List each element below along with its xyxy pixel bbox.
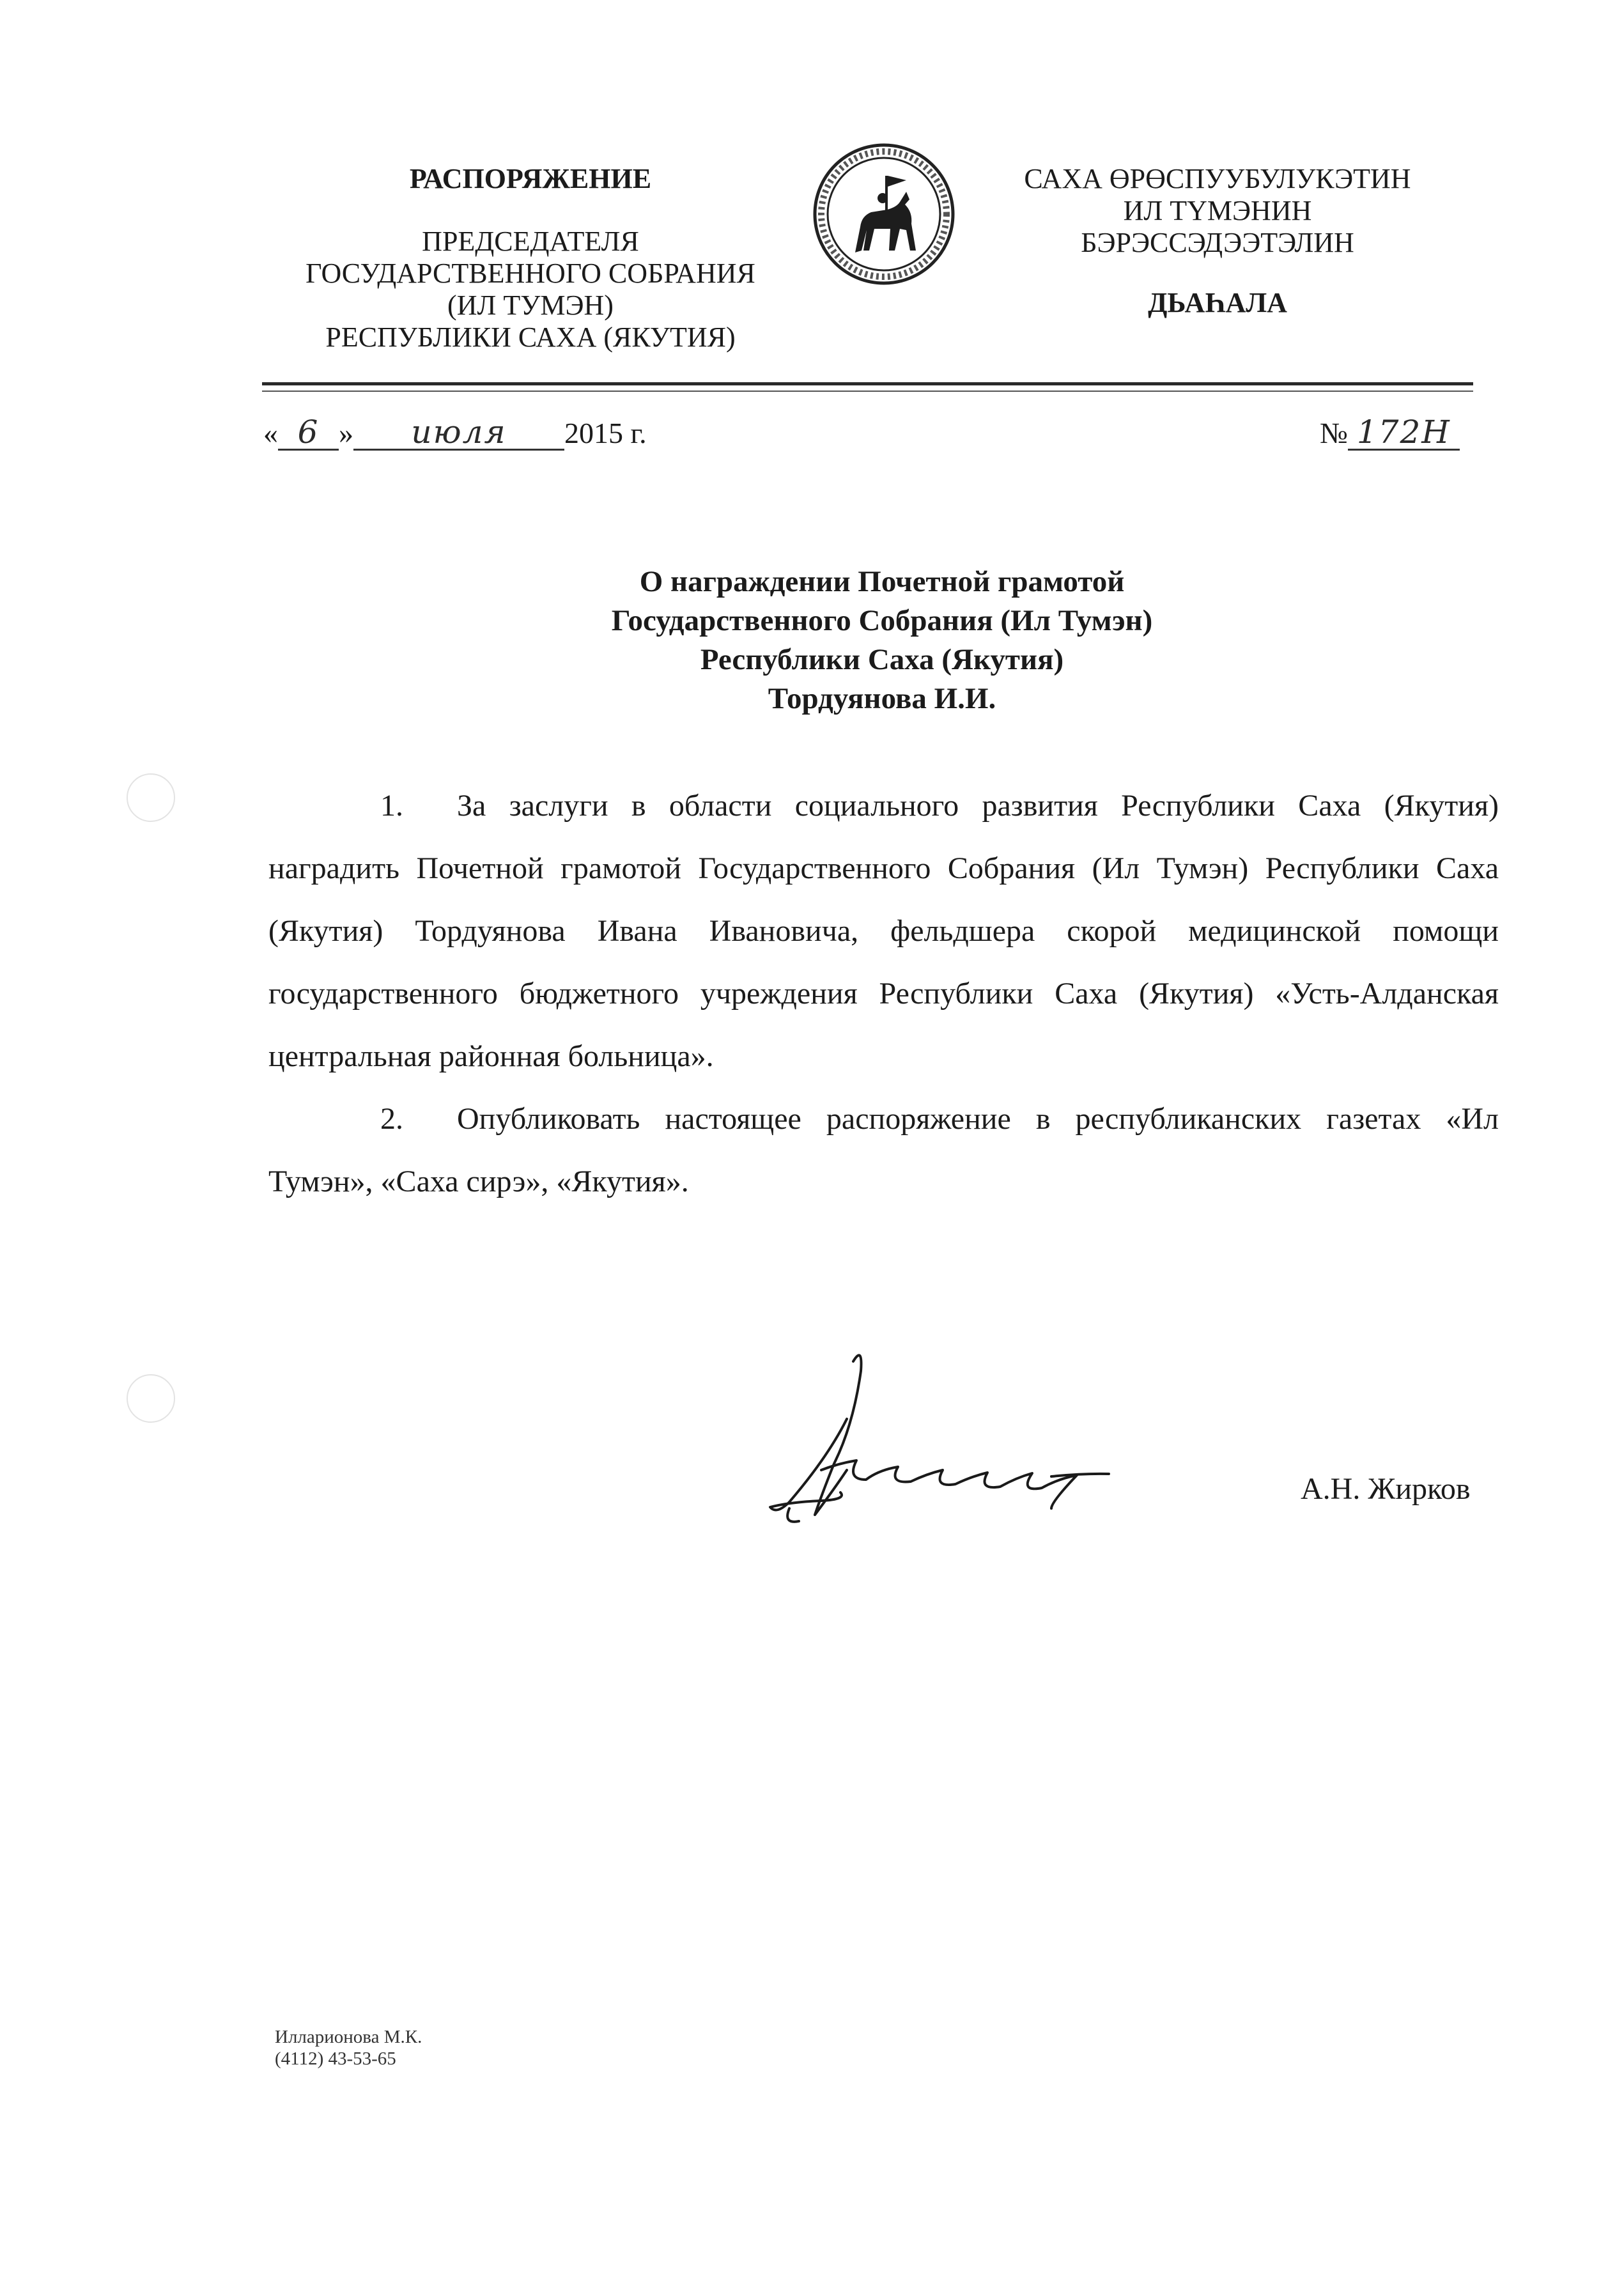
date-year: 2015 г. [564, 417, 647, 449]
header-right-line: САХА ӨРӨСПУУБУЛУКЭТИН [1024, 163, 1411, 194]
executor-info [275, 2026, 422, 2070]
punch-hole-bottom [127, 1374, 175, 1423]
number-value: 172Н [1348, 415, 1460, 451]
title-line: Тордуянова И.И. [768, 682, 996, 715]
document-body [268, 775, 1499, 1213]
body-item-number: 1. [380, 789, 403, 823]
date-day: 6 [278, 415, 339, 451]
handwritten-signature [751, 1342, 1147, 1540]
document-title [358, 562, 1406, 718]
date-open-quote: « [263, 417, 278, 449]
body-item-text: Опубликовать настоящее распоряжение в республиканских газетах «Ил Тумэн», «Саха сирэ», «Якутия». [268, 1102, 1499, 1198]
body-item-number: 2. [380, 1102, 403, 1136]
header-left-line: РЕСПУБЛИКИ САХА (ЯКУТИЯ) [325, 321, 736, 353]
header-left-line: ПРЕДСЕДАТЕЛЯ [422, 226, 639, 257]
signer-name: А.Н. Жирков [1301, 1472, 1471, 1506]
document-date [263, 414, 647, 453]
date-month: июля [353, 415, 564, 451]
title-line: О награждении Почетной грамотой [639, 565, 1125, 598]
header-right [994, 163, 1441, 319]
executor-phone: (4112) 43-53-65 [275, 2048, 396, 2069]
body-item [268, 1088, 1499, 1213]
header-left-line: ГОСУДАРСТВЕННОГО СОБРАНИЯ [305, 258, 755, 289]
header-right-line: ИЛ ТҮМЭНИН [1123, 195, 1312, 226]
header-left-doc-type: РАСПОРЯЖЕНИЕ [409, 163, 652, 194]
document-number [1320, 414, 1460, 453]
title-line: Государственного Собрания (Ил Тумэн) [611, 604, 1153, 637]
header-divider [262, 382, 1473, 385]
header-right-line: БЭРЭССЭДЭЭТЭЛИН [1081, 227, 1354, 258]
punch-hole-top [127, 773, 175, 822]
header-divider-thin [262, 391, 1473, 392]
title-line: Республики Саха (Якутия) [700, 643, 1064, 676]
executor-name: Илларионова М.К. [275, 2027, 422, 2047]
header-left-line: (ИЛ ТУМЭН) [447, 290, 614, 321]
date-close-quote: » [339, 417, 353, 449]
header-right-doc-type: ДЬАҺАЛА [1148, 287, 1287, 318]
body-item-text: За заслуги в области социального развития Республики Саха (Якутия) наградить Почетной грамотой Государственного Собрания (Ил Тумэн) Республики Саха (Якутия) Тордуянова Ивана Ивановича, фельдшера скорой медицинской помощи государственного бюджетного учреждения Республики Саха (Якутия) «Усть-Алданская центральная районная больница». [268, 789, 1499, 1073]
coat-of-arms-icon [810, 141, 957, 288]
body-item [268, 775, 1499, 1088]
header-left [256, 163, 805, 353]
number-sign: № [1320, 417, 1348, 449]
